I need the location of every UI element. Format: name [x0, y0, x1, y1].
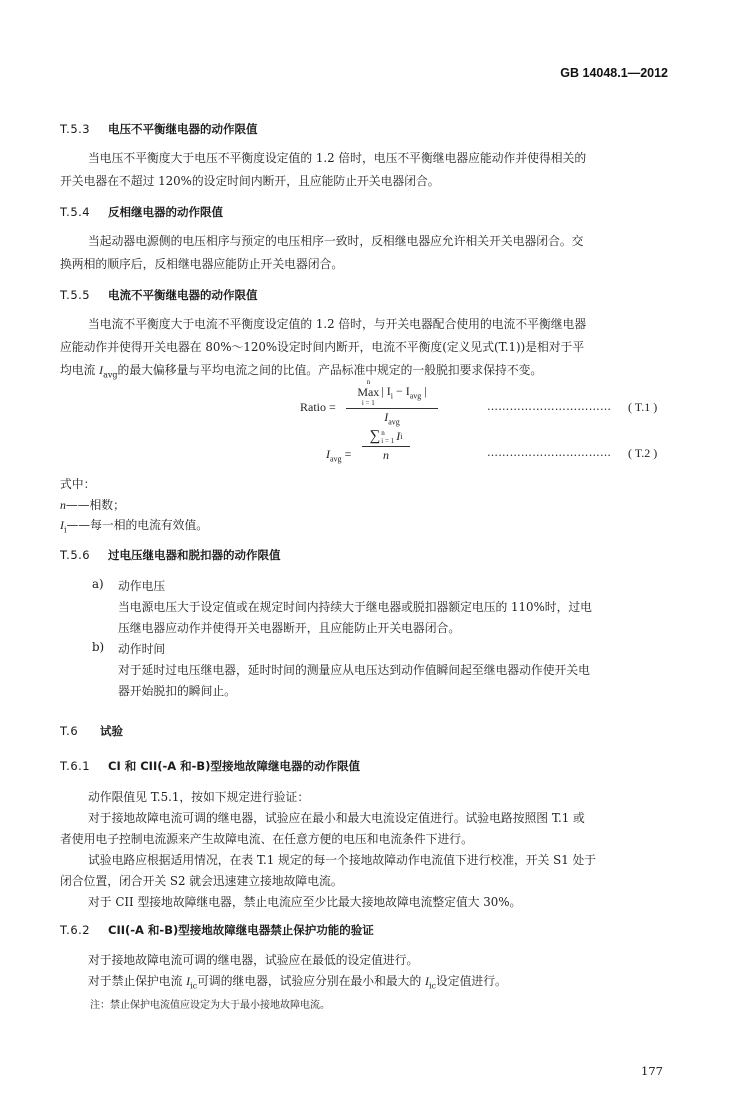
paragraph-line: 对于 CII 型接地故障继电器，禁止电流应至少比最大接地故障电流整定值大 30%。 [88, 895, 522, 909]
section-title: 反相继电器的动作限值 [108, 205, 223, 219]
equation-number-t2: ( T.2 ) [628, 446, 658, 460]
section-title: 电压不平衡继电器的动作限值 [108, 122, 258, 136]
where-item-n [60, 496, 125, 513]
section-title: 过电压继电器和脱扣器的动作限值 [108, 548, 281, 562]
max-symbol: Max [357, 385, 380, 399]
section-title: 试验 [100, 724, 123, 738]
paragraph-line: 试验电路应根据适用情况，在表 T.1 规定的每一个接地故障动作电流值下进行校准，开关 S1 处于 [88, 853, 597, 867]
paragraph-line: 换两相的顺序后，反相继电器应能防止开关电器闭合。 [60, 257, 344, 271]
subscript: ic [428, 981, 437, 991]
text-run: ——每一相的电流有效值。 [66, 518, 209, 532]
fraction-bar [362, 446, 410, 447]
section-heading-t561 [60, 758, 360, 774]
text-run: 可调的继电器，试验应分别在最小和最大的 [197, 974, 426, 988]
subscript: ic [190, 981, 198, 991]
text-run: 均电流 [60, 363, 100, 377]
equation-t2-numerator [370, 428, 403, 445]
paragraph-line: 当起动器电源侧的电压相序与预定的电压相序一致时，反相继电器应允许相关开关电器闭合。交 [88, 234, 584, 248]
fraction-bar [346, 408, 438, 409]
paragraph-line: 当电流不平衡度大于电流不平衡度设定值的 1.2 倍时，与开关电器配合使用的电流不平衡继电器 [88, 317, 587, 331]
section-heading-t56 [60, 723, 123, 739]
list-title-b: 动作时间 [118, 642, 166, 656]
paragraph-line: 闭合位置，闭合开关 S2 就会迅速建立接地故障电流。 [60, 874, 343, 888]
paragraph-line: 对于延时过电压继电器，延时时间的测量应从电压达到动作值瞬间起至继电器动作使开关电 [118, 663, 590, 677]
equation-t1-numerator [357, 378, 426, 407]
equation-t2-lhs [326, 447, 351, 463]
text-run: − I [392, 384, 410, 399]
variable: I [326, 447, 330, 461]
section-title: CII(-A 和-B)型接地故障继电器禁止保护功能的验证 [108, 923, 374, 937]
paragraph-line: 动作限值见 T.5.1，按如下规定进行验证： [88, 790, 310, 804]
paragraph-line [60, 361, 542, 379]
variable: I [384, 410, 389, 424]
equation-leader-dots: …………………………… [487, 400, 612, 413]
sum-lower: i = 1 [381, 436, 395, 445]
section-number: T.6.1 [60, 759, 91, 773]
paragraph-line: 压继电器应动作并使得开关电器断开，且应能防止开关电器闭合。 [118, 621, 461, 635]
paragraph-line: 对于接地故障电流可调的继电器，试验应在最低的设定值进行。 [88, 953, 419, 967]
note: 注：禁止保护电流值应设定为大于最小接地故障电流。 [90, 1000, 330, 1011]
section-heading-t555 [60, 287, 258, 303]
text-run: = [341, 447, 352, 461]
subscript: i [63, 525, 67, 535]
page-number: 177 [641, 1064, 663, 1078]
section-heading-t562 [60, 922, 374, 938]
variable: n [60, 498, 66, 512]
list-label-a: a) [92, 577, 104, 591]
max-upper: n [366, 378, 371, 386]
max-lower: i = 1 [361, 399, 375, 407]
equation-number-t1: ( T.1 ) [628, 400, 658, 414]
section-title: CI 和 CII(-A 和-B)型接地故障继电器的动作限值 [108, 759, 360, 773]
text-run: ——相数； [65, 498, 125, 512]
equation-t2-fraction [362, 428, 410, 463]
paragraph-line: 开关电器在不超过 120%的设定时间内断开，且应能防止开关电器闭合。 [60, 174, 440, 188]
section-number: T.5.6 [60, 548, 91, 562]
paragraph-line: 应能动作并使得开关电器在 80%～120%设定时间内断开，电流不平衡度(定义见式(T.1))是相对于平 [60, 340, 585, 354]
sum-limits [381, 429, 394, 445]
paragraph-line: 当电压不平衡度大于电压不平衡度设定值的 1.2 倍时，电压不平衡继电器应能动作并使得相关的 [88, 151, 587, 165]
subscript: avg [330, 454, 342, 464]
section-heading-t554 [60, 204, 223, 220]
section-number: T.6.2 [60, 923, 91, 937]
variable: I [186, 974, 191, 988]
paragraph-line [88, 972, 507, 990]
section-number: T.5.4 [60, 205, 91, 219]
equation-t1-fraction [346, 378, 438, 426]
subscript: avg [409, 391, 422, 401]
section-heading-t556 [60, 547, 281, 563]
section-number: T.5.3 [60, 122, 91, 136]
section-title: 电流不平衡继电器的动作限值 [108, 288, 258, 302]
paragraph-line: 器开始脱扣的瞬间止。 [118, 684, 236, 698]
text-run: | I [381, 384, 391, 399]
sum-symbol: ∑ [369, 428, 381, 444]
text-run: 对于禁止保护电流 [88, 974, 187, 988]
equation-leader-dots: …………………………… [487, 446, 612, 459]
variable: I [99, 363, 104, 377]
equation-t1-lhs: Ratio = [300, 400, 336, 414]
sum-upper: n [381, 428, 385, 437]
equation-t1-denominator [384, 410, 400, 426]
text-run: | [421, 384, 427, 399]
section-number: T.6 [60, 724, 79, 738]
numerator-expression [381, 384, 426, 400]
subscript: avg [103, 370, 118, 380]
equation-t2-denominator: n [383, 448, 389, 462]
variable: I [60, 518, 64, 532]
subscript: i [390, 391, 393, 401]
max-operator [357, 378, 379, 407]
paragraph-line: 当电源电压大于设定值或在规定时间内持续大于继电器或脱扣器额定电压的 110%时，过电 [118, 600, 592, 614]
variable: I [396, 429, 401, 443]
paragraph-line: 对于接地故障电流可调的继电器，试验应在最小和最大电流设定值进行。试验电路按照图 T.1 或 [88, 811, 585, 825]
paragraph-line: 者使用电子控制电流源来产生故障电流、在任意方便的电压和电流条件下进行。 [60, 832, 473, 846]
section-heading-t553 [60, 121, 258, 137]
variable: I [425, 974, 429, 988]
where-item-ii [60, 516, 208, 534]
text-run: 设定值进行。 [436, 974, 507, 988]
subscript: avg [388, 417, 400, 427]
section-number: T.5.5 [60, 288, 91, 302]
subscript: i [400, 432, 403, 441]
where-intro: 式中： [60, 477, 96, 491]
list-label-b: b) [92, 640, 105, 654]
list-title-a: 动作电压 [118, 579, 166, 593]
standard-code: GB 14048.1—2012 [560, 66, 668, 80]
text-run: 的最大偏移量与平均电流之间的比值。产品标准中规定的一般脱扣要求保持不变。 [117, 363, 543, 377]
